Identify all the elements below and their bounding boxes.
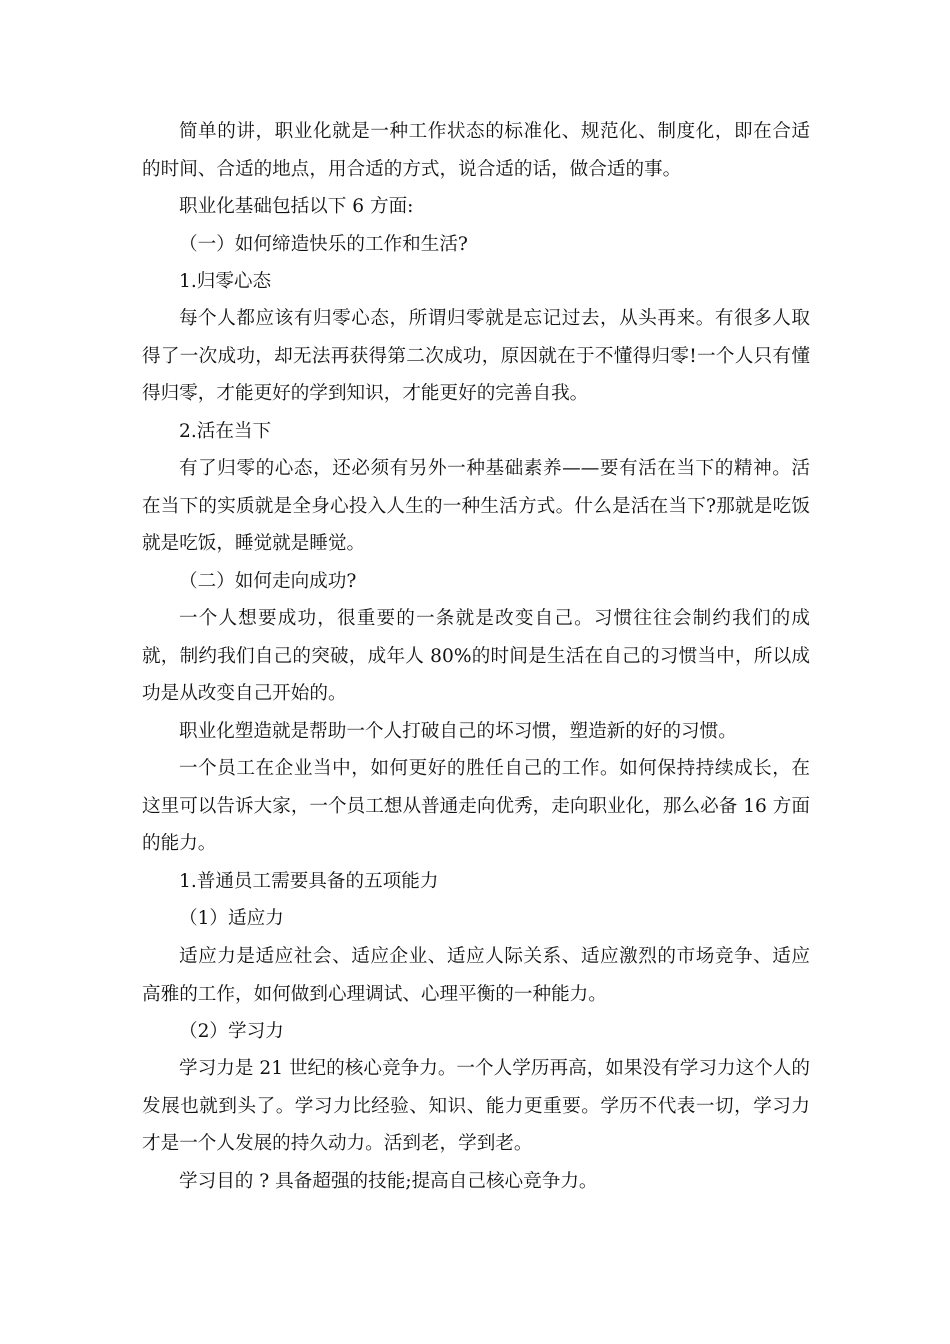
paragraph-learning-purpose: 学习目的 ? 具备超强的技能;提高自己核心竞争力。 xyxy=(179,1171,598,1192)
heading-five-abilities: 1.普通员工需要具备的五项能力 xyxy=(179,871,439,892)
paragraph-change-yourself: 一个人想要成功，很重要的一条就是改变自己。习惯往往会制约我们的成就，制约我们自己的突破，成年人 80%的时间是生活在自己的习惯当中，所以成功是从改变自己开始的。 xyxy=(142,608,810,704)
heading-section-one: （一）如何缔造快乐的工作和生活? xyxy=(179,234,468,255)
paragraph-habit-shaping: 职业化塑造就是帮助一个人打破自己的坏习惯，塑造新的好的习惯。 xyxy=(179,721,737,742)
heading-section-two: （二）如何走向成功? xyxy=(179,571,357,592)
paragraph-adaptability: 适应力是适应社会、适应企业、适应人际关系、适应激烈的市场竞争、适应高雅的工作，如何做到心理调试、心理平衡的一种能力。 xyxy=(142,946,810,1005)
heading-zero-mindset: 1.归零心态 xyxy=(179,271,272,292)
heading-adaptability: （1）适应力 xyxy=(179,908,284,929)
paragraph-learning-ability: 学习力是 21 世纪的核心竞争力。一个人学历再高，如果没有学习力这个人的发展也就到头了。学习力比经验、知识、能力更重要。学历不代表一切，学习力才是一个人发展的持久动力。活到老，学到老。 xyxy=(142,1058,810,1154)
heading-learning-ability: （2）学习力 xyxy=(179,1021,284,1042)
paragraph-sixteen-abilities: 一个员工在企业当中，如何更好的胜任自己的工作。如何保持持续成长，在这里可以告诉大家，一个员工想从普通走向优秀，走向职业化，那么必备 16 方面的能力。 xyxy=(142,758,810,854)
paragraph-foundation-intro: 职业化基础包括以下 6 方面: xyxy=(179,196,414,217)
paragraph-live-in-present: 有了归零的心态，还必须有另外一种基础素养——要有活在当下的精神。活在当下的实质就是全身心投入人生的一种生活方式。什么是活在当下?那就是吃饭就是吃饭，睡觉就是睡觉。 xyxy=(142,458,810,554)
paragraph-professionalization-definition: 简单的讲，职业化就是一种工作状态的标准化、规范化、制度化，即在合适的时间、合适的地点，用合适的方式，说合适的话，做合适的事。 xyxy=(142,121,810,180)
heading-live-in-present: 2.活在当下 xyxy=(179,421,272,442)
paragraph-zero-mindset: 每个人都应该有归零心态，所谓归零就是忘记过去，从头再来。有很多人取得了一次成功，却无法再获得第二次成功，原因就在于不懂得归零!一个人只有懂得归零，才能更好的学到知识，才能更好的完善自我。 xyxy=(142,308,810,404)
